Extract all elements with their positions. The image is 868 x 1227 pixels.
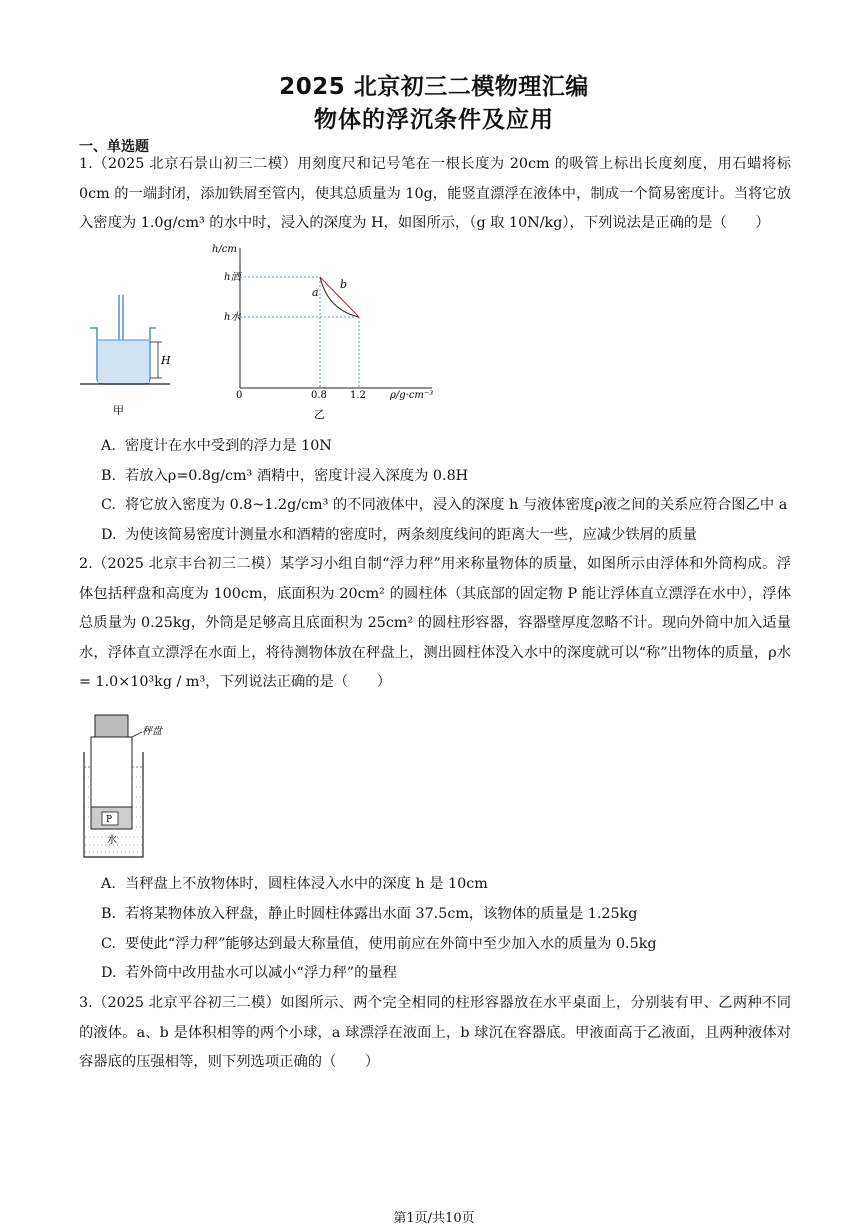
q3-stem: 3.（2025 北京平谷初三二模）如图所示、两个完全相同的柱形容器放在水平桌面上，分别装有甲、乙两种不同的液体。a、b 是体积相等的两个小球，a 球漂浮在液面上，b 球沉在容器底。甲液面高于乙液面，且两种液体对容器底的压强相等，则下列选项正确的（ ） — [79, 995, 791, 1070]
document-subtitle: 物体的浮沉条件及应用 — [314, 107, 554, 133]
q1-x-tick-1-2: 1.2 — [350, 390, 366, 401]
q2-option-b[interactable]: B. 若将某物体放入秤盘，静止时圆柱体露出水面 37.5cm，该物体的质量是 1.25kg — [101, 906, 638, 922]
q1-option-a[interactable]: A. 密度计在水中受到的浮力是 10N — [101, 438, 332, 454]
q1-figure-beaker — [70, 290, 180, 420]
q1-option-b[interactable]: B. 若放入ρ=0.8g/cm³ 酒精中，密度计浸入深度为 0.8H — [101, 468, 469, 484]
q1-option-c[interactable]: C. 将它放入密度为 0.8~1.2g/cm³ 的不同液体中，浸入的深度 h 与液体密度ρ液之间的关系应符合图乙中 a — [101, 497, 788, 513]
q2-figure-float-scale — [76, 712, 186, 862]
section-heading: 一、单选题 — [79, 139, 149, 155]
q2-option-d[interactable]: D. 若外筒中改用盐水可以减小“浮力秤”的量程 — [101, 965, 397, 981]
q1-x-axis-label: ρ/g·cm⁻³ — [390, 390, 434, 401]
q1-stem: 1.（2025 北京石景山初三二模）用刻度尺和记号笔在一根长度为 20cm 的吸管上标出长度刻度，用石蜡将标 0cm 的一端封闭，添加铁屑至管内，使其总质量为 10g，能竖直漂浮在液体中，制成一个简易密度计。当将它放入密度为 1.0g/cm³ 的水中时，浸入的深度为 H，如图所示，（g 取 10N/kg），下列说法是正确的是（ ） — [79, 156, 791, 231]
page-footer: 第1页/共10页 — [393, 1211, 475, 1226]
q2-stem: 2.（2025 北京丰台初三二模）某学习小组自制“浮力秤”用来称量物体的质量，如图所示由浮体和外筒构成。浮体包括秤盘和高度为 100cm，底面积为 20cm² 的圆柱体（其底部的固定物 P 能让浮体直立漂浮在水中），浮体总质量为 0.25kg，外筒是足够高且底面积为 25cm² 的圆柱形容器，容器壁厚度忽略不计。现向外筒中加入适量水，浮体直立漂浮在水面上，将待测物体放在秤盘上，测出圆柱体没入水中的深度就可以“称”出物体的质量，ρ水 = 1.0×10³kg / m³，下列说法正确的是（ ） — [79, 556, 791, 690]
q2-water-label: 水 — [107, 835, 117, 846]
q2-p-label: P — [106, 815, 113, 825]
q1-figure-caption-right: 乙 — [314, 408, 325, 421]
q1-curve-label-a: a — [312, 286, 319, 299]
document-title: 2025 北京初三二模物理汇编 — [279, 74, 589, 100]
q2-pan-label: 秤盘 — [142, 726, 162, 737]
q1-y-label-alcohol: h酒 — [224, 272, 241, 283]
q1-y-axis-label: h/cm — [212, 244, 237, 255]
q1-figure-caption-left: 甲 — [113, 404, 124, 417]
q1-curve-label-b: b — [340, 278, 348, 291]
q1-option-d[interactable]: D. 为使该简易密度计测量水和酒精的密度时，两条刻度线间的距离大一些，应减少铁屑的质量 — [101, 527, 697, 543]
q1-depth-label: H — [161, 354, 171, 367]
q1-origin-label: 0 — [236, 390, 243, 401]
q1-x-tick-0-8: 0.8 — [311, 390, 327, 401]
q2-option-c[interactable]: C. 要使此“浮力秤”能够达到最大称量值，使用前应在外筒中至少加入水的质量为 0.5kg — [101, 936, 657, 952]
q1-figure-graph — [200, 240, 450, 425]
q1-y-label-water: h水 — [224, 312, 241, 323]
q2-option-a[interactable]: A. 当秤盘上不放物体时，圆柱体浸入水中的深度 h 是 10cm — [101, 876, 488, 892]
